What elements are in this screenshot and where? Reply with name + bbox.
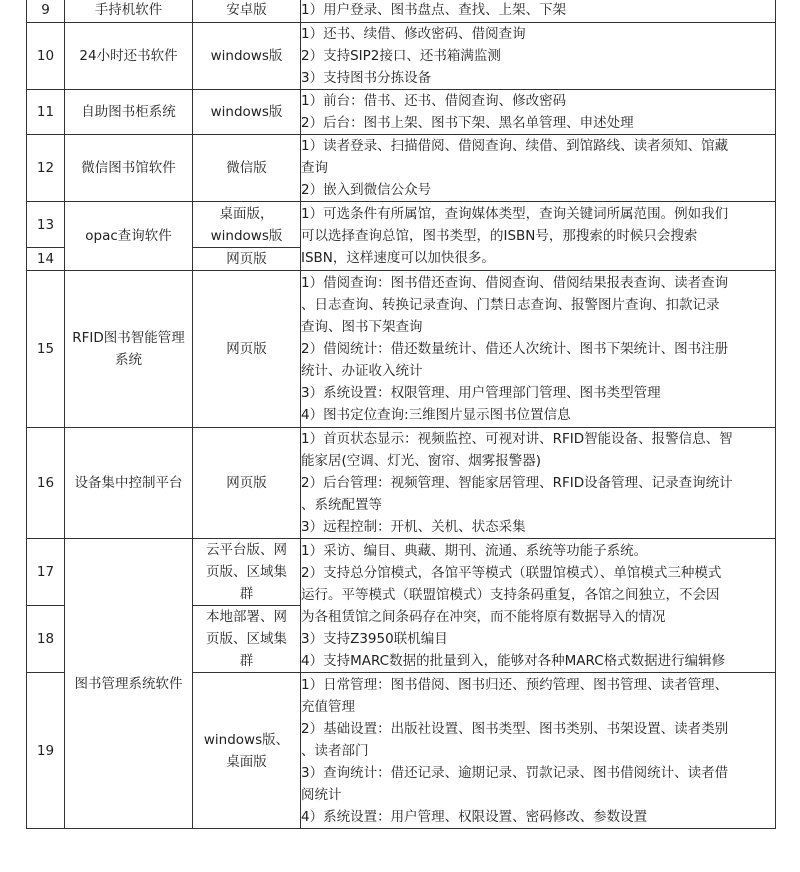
software-version (193, 202, 301, 248)
row-number: 19 (27, 673, 65, 829)
version-line: windows版 (210, 227, 283, 244)
software-features (301, 271, 776, 428)
software-version (193, 539, 301, 606)
software-features (301, 202, 776, 271)
version-line: 页版、区域集 (206, 631, 287, 647)
feature-line: 3）系统设置：权限管理、用户管理部门管理、图书类型管理 (301, 385, 661, 401)
feature-line: 能家居(空调、灯光、窗帘、烟雾报警器) (301, 453, 542, 469)
software-name: 微信图书馆软件 (65, 135, 193, 202)
software-version: 安卓版 (193, 0, 301, 23)
software-features (301, 428, 776, 539)
feature-line: 、系统配置等 (301, 497, 382, 513)
table-row (27, 271, 776, 428)
name-line: RFID图书智能管理 (72, 330, 185, 346)
feature-line: 、读者部门 (301, 742, 369, 759)
feature-line: 3）远程控制：开机、关机、状态采集 (301, 519, 526, 535)
row-number: 10 (27, 23, 65, 90)
table-row (27, 90, 776, 135)
row-number: 16 (27, 428, 65, 539)
feature-line: 1）日常管理：图书借阅、图书归还、预约管理、图书管理、读者管理、 (301, 676, 729, 693)
software-features (301, 90, 776, 135)
version-line: 本地部署、网 (206, 609, 287, 625)
row-number: 15 (27, 271, 65, 428)
feature-line: 2）嵌入到微信公众号 (301, 182, 432, 198)
version-line: 群 (239, 653, 254, 669)
software-version (193, 606, 301, 673)
table-row (27, 202, 776, 248)
software-name: 24小时还书软件 (65, 23, 193, 90)
software-features (301, 673, 776, 829)
software-features (301, 23, 776, 90)
feature-line: 运行。平等模式（联盟馆模式）支持条码重复，各馆之间独立，不会因 (301, 586, 720, 603)
feature-line: 2）支持SIP2接口、还书箱满监测 (301, 48, 501, 64)
feature-line: 1）用户登录、图书盘点、查找、上架、下架 (301, 2, 567, 18)
feature-line: 2）基础设置：出版社设置、图书类型、图书类别、书架设置、读者类别 (301, 720, 729, 737)
feature-line: 1）借阅查询：图书借还查询、借阅查询、借阅结果报表查询、读者查询 (301, 275, 729, 291)
feature-line: 2）借阅统计：借还数量统计、借还人次统计、图书下架统计、图书注册 (301, 341, 729, 357)
feature-line: 可以选择查询总馆，图书类型，的ISBN号，那搜索的时候只会搜索 (301, 228, 698, 244)
version-line: 桌面版， (219, 205, 274, 222)
software-name: 自助图书柜系统 (65, 90, 193, 135)
row-number: 12 (27, 135, 65, 202)
feature-line: 3）支持图书分拣设备 (301, 70, 432, 86)
software-name: 手持机软件 (65, 0, 193, 23)
feature-line: ISBN，这样速度可以加快很多。 (301, 250, 495, 266)
table-row (27, 0, 776, 23)
feature-line: 1）可选条件有所属馆，查询媒体类型，查询关键词所属范围。例如我们 (301, 206, 729, 222)
feature-line: 2）后台：图书上架、图书下架、黑名单管理、申述处理 (301, 115, 634, 131)
table-row (27, 23, 776, 90)
version-line: 云平台版、网 (206, 542, 287, 558)
software-name: 图书管理系统软件 (65, 539, 193, 829)
feature-line: 1）读者登录、扫描借阅、借阅查询、续借、到馆路线、读者须知、馆藏 (301, 138, 729, 154)
feature-line: 2）后台管理：视频管理、智能家居管理、RFID设备管理、记录查询统计 (301, 475, 733, 491)
software-version: 网页版 (193, 271, 301, 428)
feature-line: 1）采访、编目、典藏、期刊、流通、系统等功能子系统。 (301, 542, 648, 559)
software-spec-table (26, 0, 776, 829)
feature-line: 阅统计 (301, 786, 342, 803)
software-features (301, 0, 776, 23)
software-version (193, 673, 301, 829)
software-name (65, 271, 193, 428)
row-number: 9 (27, 0, 65, 23)
feature-line: 2）支持总分馆模式，各馆平等模式（联盟馆模式）、单馆模式三种模式 (301, 564, 722, 581)
table-row (27, 135, 776, 202)
version-line: windows版、 (203, 731, 290, 748)
feature-line: 1）前台：借书、还书、借阅查询、修改密码 (301, 93, 567, 109)
row-number: 18 (27, 606, 65, 673)
feature-line: 、日志查询、转换记录查询、门禁日志查询、报警图片查询、扣款记录 (301, 297, 720, 313)
software-features (301, 135, 776, 202)
software-version: 网页版 (193, 428, 301, 539)
software-version: 微信版 (193, 135, 301, 202)
feature-line: 查询、图书下架查询 (301, 319, 423, 335)
feature-line: 统计、办证收入统计 (301, 363, 423, 379)
feature-line: 4）系统设置：用户管理、权限设置、密码修改、参数设置 (301, 808, 648, 825)
feature-line: 3）查询统计：借还记录、逾期记录、罚款记录、图书借阅统计、读者借 (301, 764, 729, 781)
table-row (27, 539, 776, 606)
version-line: 桌面版 (226, 753, 267, 770)
table-row (27, 428, 776, 539)
feature-line: 充值管理 (301, 698, 355, 715)
feature-line: 为各租赁馆之间条码存在冲突，而不能将原有数据导入的情况 (301, 608, 666, 625)
software-version: 网页版 (193, 248, 301, 271)
feature-line: 4）图书定位查询:三维图片显示图书位置信息 (301, 407, 571, 423)
software-features (301, 539, 776, 673)
software-version: windows版 (193, 23, 301, 90)
feature-line: 4）支持MARC数据的批量到入，能够对各种MARC格式数据进行编辑修 (301, 652, 726, 669)
feature-line: 3）支持Z3950联机编目 (301, 630, 448, 647)
software-name: 设备集中控制平台 (65, 428, 193, 539)
software-name: opac查询软件 (65, 202, 193, 271)
feature-line: 查询 (301, 160, 328, 176)
version-line: 群 (239, 586, 254, 602)
feature-line: 1）还书、续借、修改密码、借阅查询 (301, 26, 526, 42)
name-line: 系统 (115, 352, 142, 368)
row-number: 14 (27, 248, 65, 271)
row-number: 11 (27, 90, 65, 135)
row-number: 17 (27, 539, 65, 606)
version-line: 页版、区域集 (206, 564, 287, 580)
row-number: 13 (27, 202, 65, 248)
software-version: windows版 (193, 90, 301, 135)
feature-line: 1）首页状态显示：视频监控、可视对讲、RFID智能设备、报警信息、智 (301, 431, 733, 447)
